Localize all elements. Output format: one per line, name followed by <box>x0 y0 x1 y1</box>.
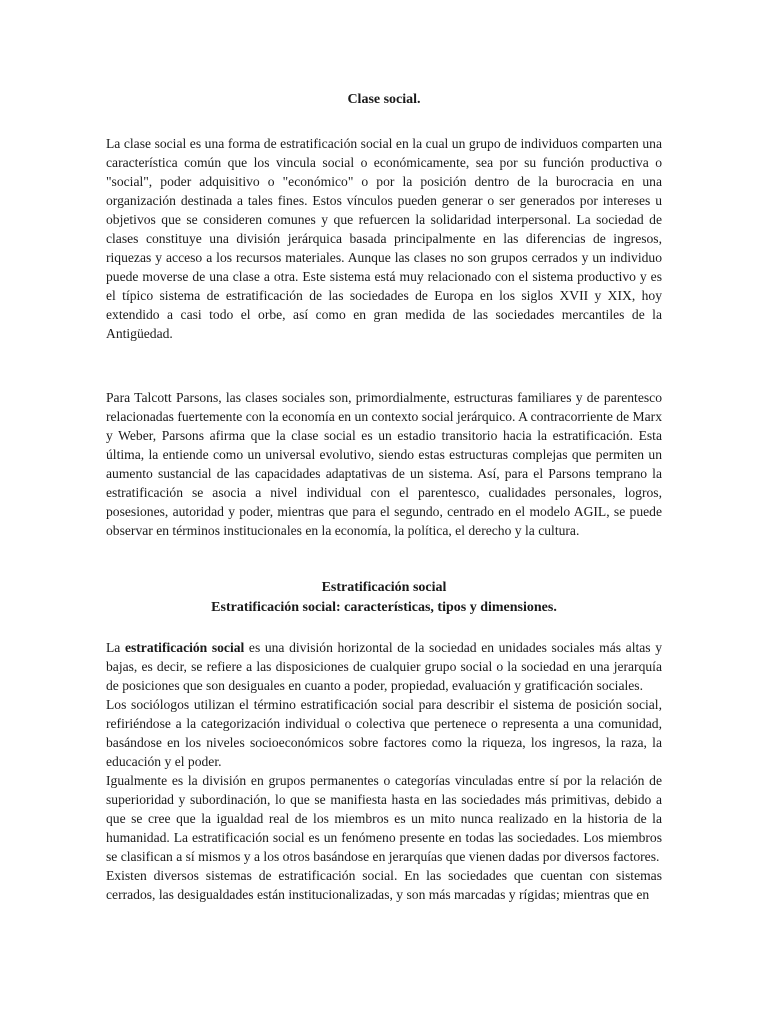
document-title: Clase social. <box>347 92 421 107</box>
paragraph-definition <box>106 638 662 695</box>
section-heading: Estratificación social <box>321 580 447 595</box>
paragraph-definition-prefix: La <box>106 640 125 655</box>
paragraph-groups: Igualmente es la división en grupos permanentes o categorías vinculadas entre sí por la relación de superioridad y subordinación, lo que se manifiesta hasta en las sociedades más primitivas, debido a que se cree que la igualdad real de los miembros es un mito nunca realizado en la historia de la humanidad. La estratificación social es un fenómeno presente en todas las sociedades. Los miembros se clasifican a sí mismos y a los otros basándose en jerarquías que vienen dadas por diversos factores. <box>106 773 662 864</box>
paragraph-definition-rest: es una división horizontal de la sociedad en unidades sociales más altas y bajas, es decir, se refiere a las disposiciones de cualquier grupo social o la sociedad en una jerarquía de posiciones que son desiguales en cuanto a poder, propiedad, evaluación y gratificación sociales. <box>106 640 662 693</box>
document-page <box>106 90 662 904</box>
bold-term: estratificación social <box>124 640 245 655</box>
paragraph-systems: Existen diversos sistemas de estratificación social. En las sociedades que cuentan con sistemas cerrados, las desigualdades están institucionalizadas, y son más marcadas y rígidas; mientras que en <box>106 868 662 902</box>
paragraph-clase-social: La clase social es una forma de estratificación social en la cual un grupo de individuos comparten una característica común que los vincula social o económicamente, sea por su función productiva o "social", poder adquisitivo o "económico" o por la posición dentro de la burocracia en una organización destinada a tales fines. Estos vínculos pueden generar o ser generados por intereses u objetivos que se consideren comunes y que refuercen la solidaridad interpersonal. La sociedad de clases constituye una división jerárquica basada principalmente en las diferencias de ingresos, riquezas y acceso a los recursos materiales. Aunque las clases no son grupos cerrados y un individuo puede moverse de una clase a otra. Este sistema está muy relacionado con el sistema productivo y es el típico sistema de estratificación de las sociedades de Europa en los siglos XVII y XIX, hoy extendido a casi todo el orbe, así como en gran medida de las sociedades mercantiles de la Antigüedad. <box>106 136 662 341</box>
section-subheading: Estratificación social: características, tipos y dimensiones. <box>211 600 557 615</box>
paragraph-sociologists: Los sociólogos utilizan el término estratificación social para describir el sistema de posición social, refiriéndose a la categorización individual o colectiva que pertenece o representa a una comunidad, basándose en los niveles socioeconómicos sobre factores como la riqueza, los ingresos, la raza, la educación y el poder. <box>106 697 662 769</box>
paragraph-talcott-parsons: Para Talcott Parsons, las clases sociales son, primordialmente, estructuras familiares y de parentesco relacionadas fuertemente con la economía en un contexto social jerárquico. A contracorriente de Marx y Weber, Parsons afirma que la clase social es un estadio transitorio hacia la estratificación. Esta última, la entiende como un universal evolutivo, siendo estas estructuras complejas que permiten un aumento sustancial de las capacidades adaptativas de un sistema. Así, para el Parsons temprano la estratificación se asocia a nivel individual con el parentesco, cualidades personales, logros, posesiones, autoridad y poder, mientras que para el segundo, centrado en el modelo AGIL, se puede observar en términos institucionales en la economía, la política, el derecho y la cultura. <box>106 390 662 538</box>
